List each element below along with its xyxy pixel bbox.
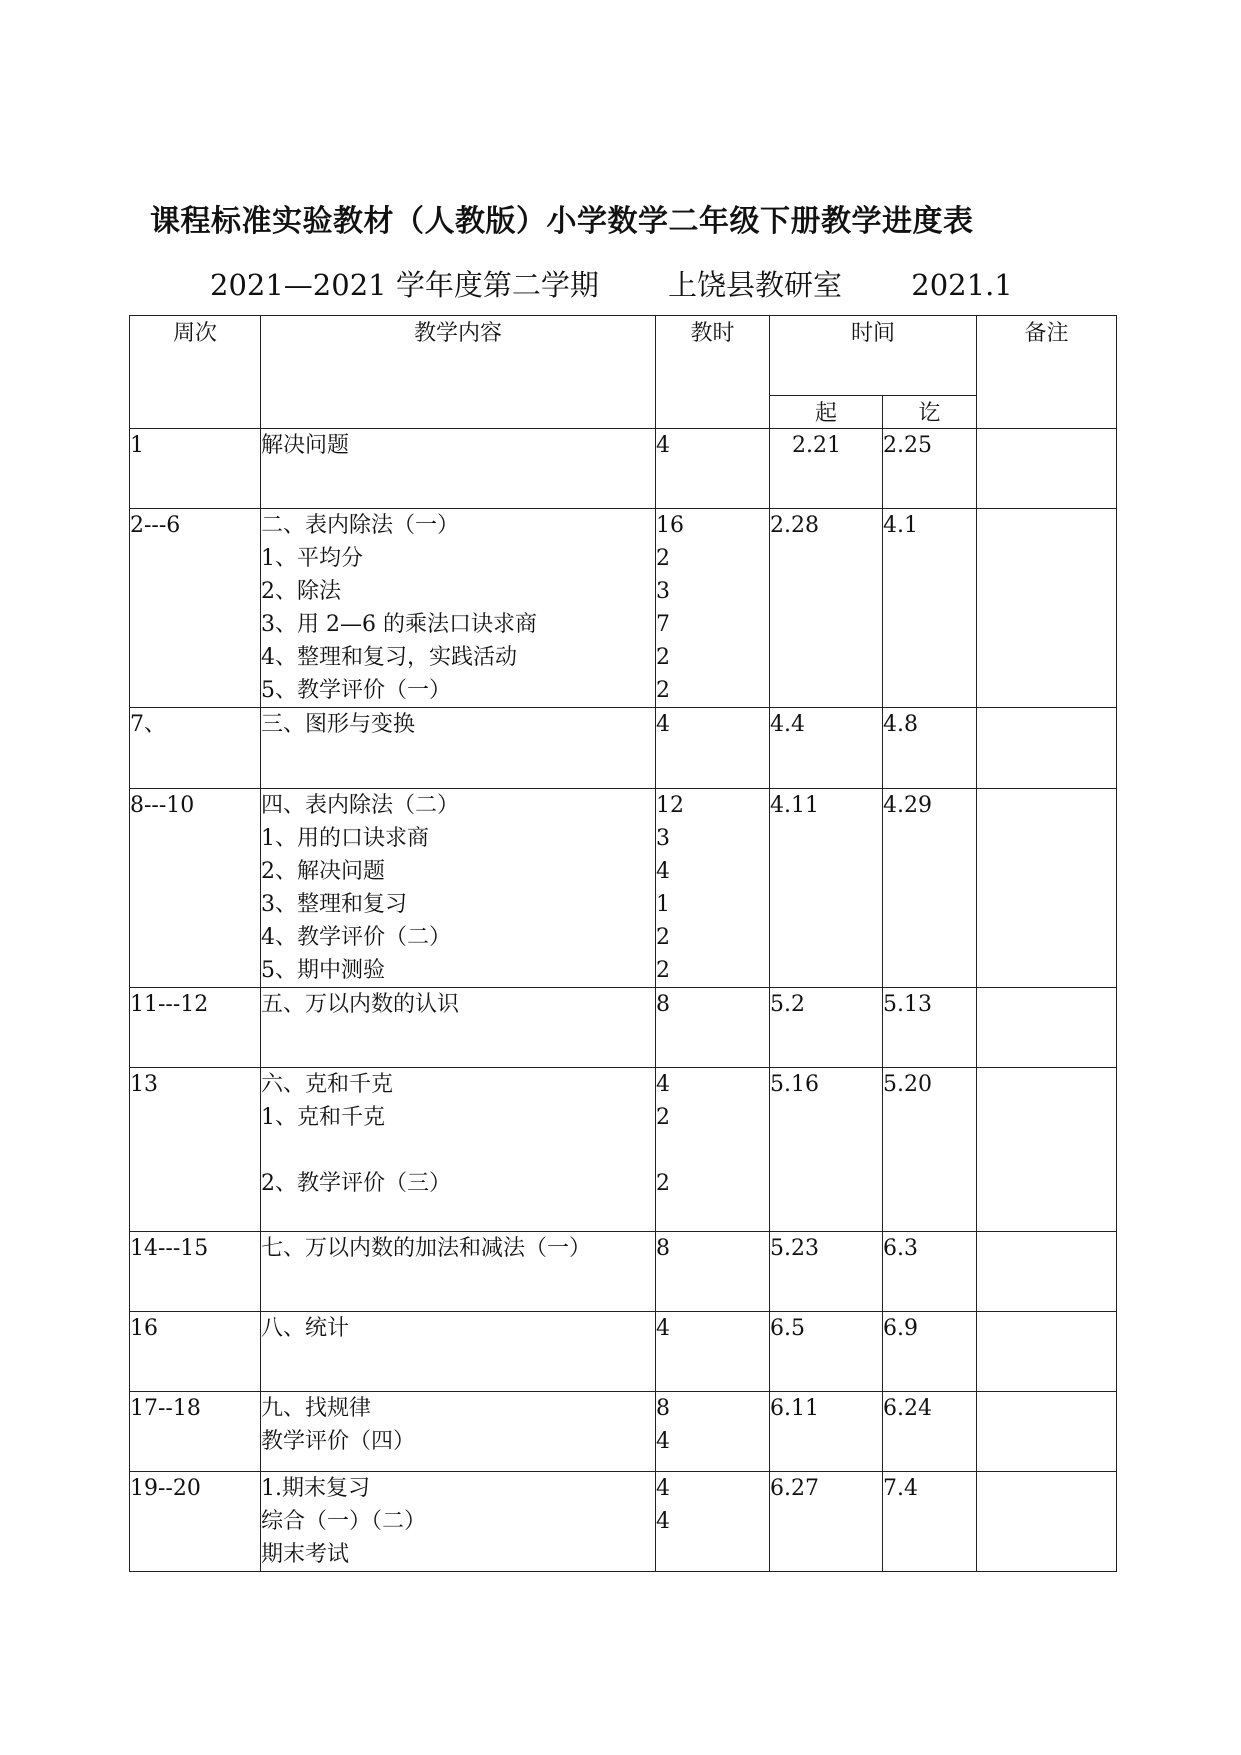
- notes-cell: [977, 1068, 1117, 1232]
- end-cell: 2.25: [883, 429, 977, 509]
- content-line: 四、表内除法（二）: [261, 793, 460, 818]
- notes-cell: [977, 429, 1117, 509]
- hours-line: 2: [656, 645, 670, 670]
- notes-cell: [977, 708, 1117, 789]
- content-line: 解决问题: [261, 433, 350, 458]
- content-line: 2、教学评价（三）: [261, 1171, 451, 1196]
- header-content: 教学内容: [261, 316, 656, 429]
- start-cell: 6.5: [770, 1312, 883, 1392]
- start-cell: 4.4: [770, 708, 883, 789]
- table-row: [130, 789, 1117, 988]
- week-cell: 13: [130, 1068, 261, 1232]
- hours-line: 2: [656, 1105, 670, 1130]
- week-cell: 19--20: [130, 1472, 261, 1572]
- content-line: 5、教学评价（一）: [261, 678, 451, 703]
- content-cell: [261, 1312, 656, 1392]
- content-cell: [261, 429, 656, 509]
- table-row: [130, 1392, 1117, 1472]
- notes-cell: [977, 988, 1117, 1068]
- end-cell: 5.20: [883, 1068, 977, 1232]
- content-line: 五、万以内数的认识: [261, 992, 460, 1017]
- header-row: [130, 316, 1117, 396]
- schedule-table: [129, 315, 1117, 1572]
- start-cell: 5.2: [770, 988, 883, 1068]
- hours-cell: [656, 789, 770, 988]
- end-cell: 4.29: [883, 789, 977, 988]
- hours-line: 1: [656, 892, 670, 917]
- table-row: [130, 1232, 1117, 1312]
- hours-line: 8: [656, 992, 670, 1017]
- end-cell: 4.8: [883, 708, 977, 789]
- content-line: 二、表内除法（一）: [261, 513, 460, 538]
- notes-cell: [977, 1312, 1117, 1392]
- content-line: 1.期末复习: [261, 1476, 370, 1501]
- week-cell: 2---6: [130, 509, 261, 708]
- week-cell: 8---10: [130, 789, 261, 988]
- hours-line: 4: [656, 1429, 670, 1454]
- content-line: 1、克和千克: [261, 1105, 385, 1130]
- notes-cell: [977, 1232, 1117, 1312]
- notes-cell: [977, 789, 1117, 988]
- hours-cell: [656, 708, 770, 789]
- hours-line: 4: [656, 1476, 670, 1501]
- content-cell: [261, 988, 656, 1068]
- table-row: [130, 509, 1117, 708]
- hours-line: 7: [656, 612, 670, 637]
- hours-line: 16: [656, 513, 684, 538]
- subtitle: [210, 263, 1110, 304]
- office-label: 上饶县教研室: [668, 268, 843, 302]
- header-week: 周次: [130, 316, 261, 429]
- week-cell: 17--18: [130, 1392, 261, 1472]
- notes-cell: [977, 1472, 1117, 1572]
- header-start: 起: [770, 396, 883, 429]
- term-label: 2021—2021 学年度第二学期: [210, 268, 599, 302]
- hours-line: 2: [656, 678, 670, 703]
- content-cell: [261, 1392, 656, 1472]
- hours-line: 8: [656, 1236, 670, 1261]
- hours-line: [656, 1134, 769, 1167]
- week-cell: 14---15: [130, 1232, 261, 1312]
- end-cell: 4.1: [883, 509, 977, 708]
- hours-line: 4: [656, 1316, 670, 1341]
- content-line: 2、解决问题: [261, 859, 385, 884]
- end-cell: 7.4: [883, 1472, 977, 1572]
- hours-line: 2: [656, 546, 670, 571]
- week-cell: 7、: [130, 708, 261, 789]
- table-row: [130, 708, 1117, 789]
- content-cell: [261, 1472, 656, 1572]
- hours-line: 4: [656, 1072, 670, 1097]
- start-cell: 4.11: [770, 789, 883, 988]
- content-line: 5、期中测验: [261, 958, 385, 983]
- content-line: 九、找规律: [261, 1396, 372, 1421]
- content-cell: [261, 1068, 656, 1232]
- hours-line: 2: [656, 1171, 670, 1196]
- hours-line: 3: [656, 579, 670, 604]
- hours-line: 4: [656, 1509, 670, 1534]
- start-cell: 6.11: [770, 1392, 883, 1472]
- header-hours: 教时: [656, 316, 770, 429]
- notes-cell: [977, 509, 1117, 708]
- content-line: 4、教学评价（二）: [261, 925, 451, 950]
- content-line: 教学评价（四）: [261, 1429, 416, 1454]
- hours-cell: [656, 1392, 770, 1472]
- week-cell: 16: [130, 1312, 261, 1392]
- hours-line: 2: [656, 925, 670, 950]
- hours-line: 4: [656, 859, 670, 884]
- page-title: 课程标准实验教材（人教版）小学数学二年级下册教学进度表: [150, 204, 974, 239]
- content-line: 六、克和千克: [261, 1072, 394, 1097]
- content-cell: [261, 509, 656, 708]
- notes-cell: [977, 1392, 1117, 1472]
- table-row: [130, 1068, 1117, 1232]
- hours-line: 8: [656, 1396, 670, 1421]
- content-line: 4、整理和复习，实践活动: [261, 645, 517, 670]
- content-cell: [261, 789, 656, 988]
- hours-cell: [656, 988, 770, 1068]
- hours-line: 3: [656, 826, 670, 851]
- hours-cell: [656, 509, 770, 708]
- content-line: 综合（一）（二）: [261, 1509, 427, 1534]
- date-label: 2021.1: [911, 268, 1013, 302]
- table-row: [130, 988, 1117, 1068]
- content-line: 期末考试: [261, 1542, 350, 1567]
- week-cell: 1: [130, 429, 261, 509]
- content-cell: [261, 1232, 656, 1312]
- end-cell: 5.13: [883, 988, 977, 1068]
- content-line: 七、万以内数的加法和减法（一）: [261, 1236, 592, 1261]
- hours-cell: [656, 1068, 770, 1232]
- content-line: 2、除法: [261, 579, 341, 604]
- hours-line: 4: [656, 712, 670, 737]
- content-cell: [261, 708, 656, 789]
- start-cell: 2.21: [770, 429, 883, 509]
- hours-cell: [656, 1312, 770, 1392]
- hours-cell: [656, 1472, 770, 1572]
- week-cell: 11---12: [130, 988, 261, 1068]
- hours-cell: [656, 429, 770, 509]
- end-cell: 6.24: [883, 1392, 977, 1472]
- hours-line: 4: [656, 433, 670, 458]
- header-end: 讫: [883, 396, 977, 429]
- content-line: 八、统计: [261, 1316, 350, 1341]
- start-cell: 5.16: [770, 1068, 883, 1232]
- hours-line: 2: [656, 958, 670, 983]
- end-cell: 6.9: [883, 1312, 977, 1392]
- start-cell: 2.28: [770, 509, 883, 708]
- content-line: 1、用的口诀求商: [261, 826, 429, 851]
- content-line: 三、图形与变换: [261, 712, 416, 737]
- header-time: 时间: [770, 316, 977, 396]
- start-cell: 6.27: [770, 1472, 883, 1572]
- content-line: 3、整理和复习: [261, 892, 407, 917]
- start-cell: 5.23: [770, 1232, 883, 1312]
- end-cell: 6.3: [883, 1232, 977, 1312]
- hours-line: 12: [656, 793, 684, 818]
- header-notes: 备注: [977, 316, 1117, 429]
- table-row: [130, 1312, 1117, 1392]
- table-row: [130, 429, 1117, 509]
- content-line: 3、用 2—6 的乘法口诀求商: [261, 612, 537, 637]
- content-line: [261, 1134, 655, 1167]
- table-row: [130, 1472, 1117, 1572]
- content-line: 1、平均分: [261, 546, 363, 571]
- hours-cell: [656, 1232, 770, 1312]
